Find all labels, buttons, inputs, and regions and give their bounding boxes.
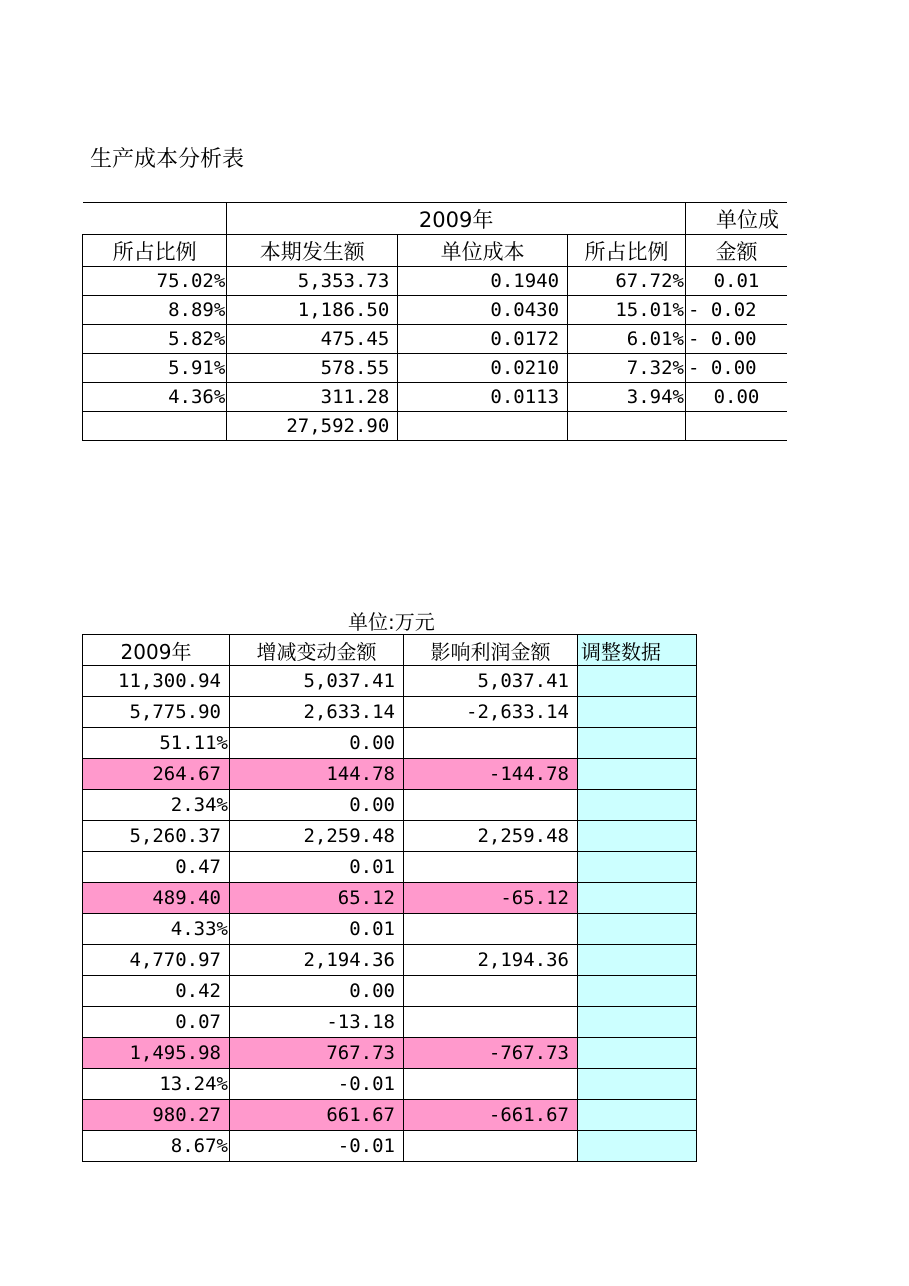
cell: 0.07 [83,1007,230,1038]
cell [404,728,578,759]
cell: 311.28 [227,383,398,412]
cell: 7.32% [568,354,686,383]
cell: 65.12 [230,883,404,914]
table-row [83,666,697,697]
cell: 8.67% [83,1131,230,1162]
cell: 75.02% [83,267,227,296]
table-row [83,790,697,821]
cell: -144.78 [404,759,578,790]
adjust-data-cell[interactable] [578,728,697,759]
adjust-data-cell[interactable] [578,852,697,883]
cell [404,1131,578,1162]
table-row [83,821,697,852]
table-row [83,1131,697,1162]
cell: 5,037.41 [230,666,404,697]
cell: 0.01 [685,267,787,296]
adjust-data-cell[interactable] [578,1038,697,1069]
cell: 8.89% [83,296,227,325]
cell: - 0.00 [685,354,787,383]
adjust-data-cell[interactable] [578,666,697,697]
col-header-2009: 2009年 [83,635,230,666]
profit-impact-table [82,634,697,1162]
cell: 5.82% [83,325,227,354]
page-title: 生产成本分析表 [90,147,245,172]
table-row [83,412,788,441]
cell: 0.1940 [398,267,568,296]
cell: 5,775.90 [83,697,230,728]
table-row [83,697,697,728]
cell: 67.72% [568,267,686,296]
table-row [83,354,788,383]
cell: 264.67 [83,759,230,790]
col-header-profit-impact: 影响利润金额 [404,635,578,666]
table-row [83,759,697,790]
adjust-data-cell[interactable] [578,1007,697,1038]
col-header-unit-cost: 单位成本 [398,235,568,267]
cell [404,914,578,945]
cell: -0.01 [230,1131,404,1162]
col-header-change-amount: 增减变动金额 [230,635,404,666]
cell: 980.27 [83,1100,230,1131]
cell: 0.00 [230,728,404,759]
table-row [83,976,697,1007]
cell: 0.0113 [398,383,568,412]
col-header-adjust-data: 调整数据 [578,635,697,666]
year-group-header: 2009年 [227,203,686,235]
table-row [83,945,697,976]
table-row [83,325,788,354]
cell: 6.01% [568,325,686,354]
cell: -13.18 [230,1007,404,1038]
cell [398,412,568,441]
cost-analysis-table [82,202,787,451]
cell: 1,186.50 [227,296,398,325]
cell: -2,633.14 [404,697,578,728]
table-row [83,914,697,945]
cell: 2,194.36 [404,945,578,976]
table-row [83,1069,697,1100]
table-row [83,383,788,412]
cell [404,1007,578,1038]
adjust-data-cell[interactable] [578,976,697,1007]
cell: 11,300.94 [83,666,230,697]
cell: 0.0210 [398,354,568,383]
cell: 1,495.98 [83,1038,230,1069]
cell: 5,260.37 [83,821,230,852]
cell: 2,259.48 [230,821,404,852]
adjust-data-cell[interactable] [578,883,697,914]
cell: 0.0430 [398,296,568,325]
cell: 489.40 [83,883,230,914]
cell: 661.67 [230,1100,404,1131]
adjust-data-cell[interactable] [578,1069,697,1100]
cell [404,852,578,883]
cell: 4.36% [83,383,227,412]
cell: 4.33% [83,914,230,945]
cell: 15.01% [568,296,686,325]
cell: - 0.02 [685,296,787,325]
adjust-data-cell[interactable] [578,945,697,976]
cell: 767.73 [230,1038,404,1069]
cell: 0.00 [685,383,787,412]
adjust-data-cell[interactable] [578,790,697,821]
cell [404,1069,578,1100]
adjust-data-cell[interactable] [578,1131,697,1162]
empty-header-cell [83,203,227,235]
table-row [83,1007,697,1038]
cell: 3.94% [568,383,686,412]
col-header-ratio: 所占比例 [83,235,227,267]
cell: -0.01 [230,1069,404,1100]
cell: 144.78 [230,759,404,790]
cell [568,412,686,441]
cell: 0.01 [230,852,404,883]
table-row [83,267,788,296]
unit-label: 单位:万元 [348,610,435,634]
adjust-data-cell[interactable] [578,1100,697,1131]
adjust-data-cell[interactable] [578,914,697,945]
col-header-amount: 金额 [685,235,787,267]
cell [404,976,578,1007]
cell: 4,770.97 [83,945,230,976]
cell: 0.00 [230,790,404,821]
adjust-data-cell[interactable] [578,759,697,790]
cell: -661.67 [404,1100,578,1131]
cell [685,412,787,441]
col-header-ratio-2009: 所占比例 [568,235,686,267]
cell: 2,633.14 [230,697,404,728]
table-row [83,296,788,325]
cell: - 0.00 [685,325,787,354]
total-cell: 27,592.90 [227,412,398,441]
cell: -767.73 [404,1038,578,1069]
table-row [83,883,697,914]
cell: 0.47 [83,852,230,883]
cell: 5,037.41 [404,666,578,697]
adjust-data-cell[interactable] [578,821,697,852]
table-row [83,852,697,883]
cell: 0.0172 [398,325,568,354]
adjust-data-cell[interactable] [578,697,697,728]
table-row [83,1038,697,1069]
table-row [83,728,697,759]
cell: 475.45 [227,325,398,354]
cell: 2,259.48 [404,821,578,852]
unit-cost-group-header: 单位成 [685,203,787,235]
cell: -65.12 [404,883,578,914]
cell: 0.42 [83,976,230,1007]
cell: 2,194.36 [230,945,404,976]
cell [404,790,578,821]
cell: 0.00 [230,976,404,1007]
cell: 5,353.73 [227,267,398,296]
cell: 578.55 [227,354,398,383]
cell [83,412,227,441]
cell: 5.91% [83,354,227,383]
cell: 13.24% [83,1069,230,1100]
table-row [83,1100,697,1131]
col-header-current-amount: 本期发生额 [227,235,398,267]
cell: 51.11% [83,728,230,759]
cell: 2.34% [83,790,230,821]
cell: 0.01 [230,914,404,945]
